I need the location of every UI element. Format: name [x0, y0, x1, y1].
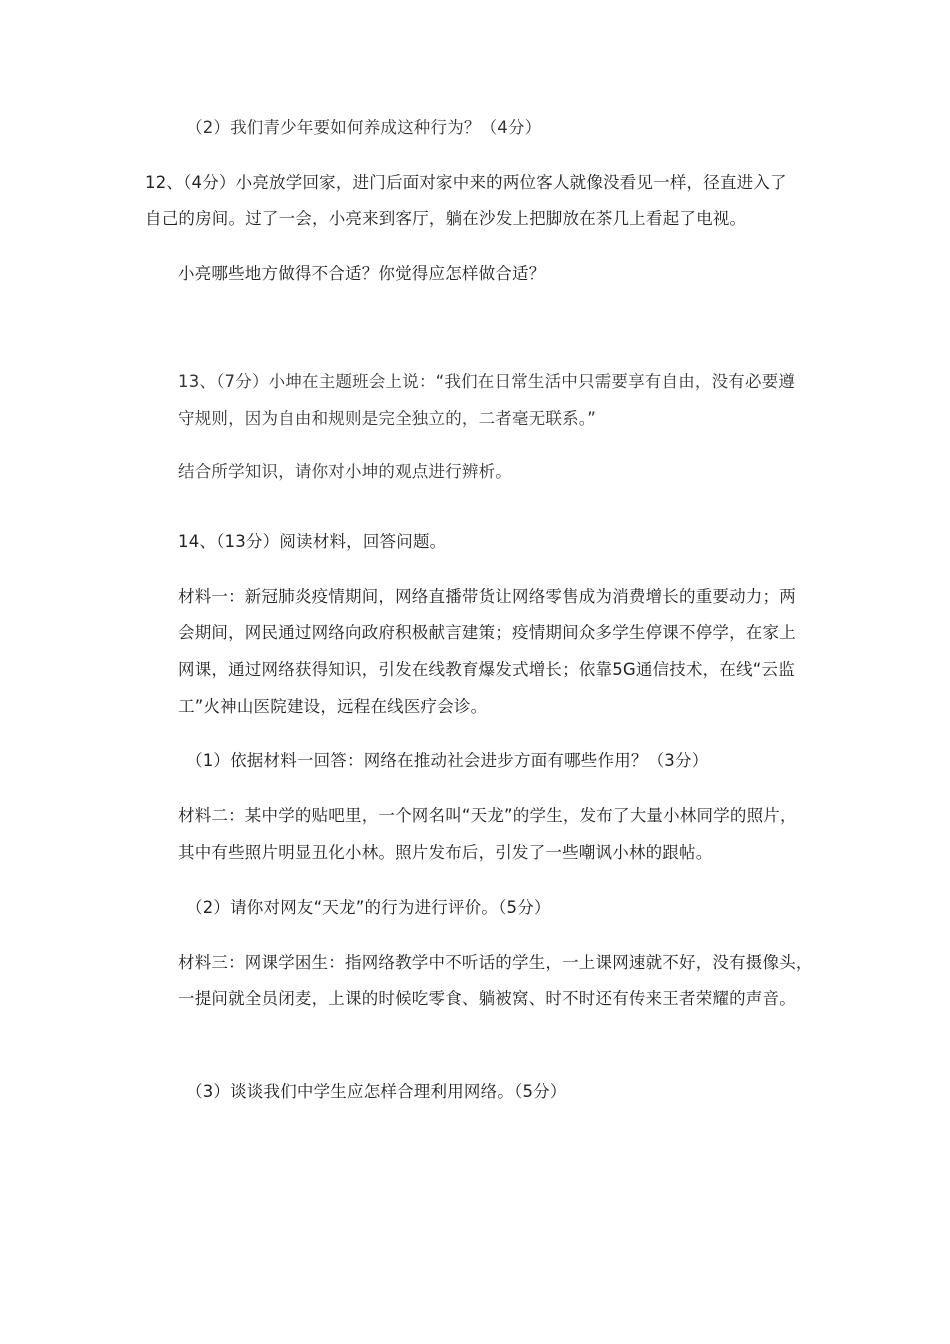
q12-question: 小亮哪些地方做得不合适？你觉得应怎样做合适？	[178, 264, 546, 283]
q14-header: 14、（13分）阅读材料，回答问题。	[178, 532, 447, 551]
q12-line1: 12、（4分）小亮放学回家，进门后面对家中来的两位客人就像没看见一样，径直进入了	[145, 173, 787, 192]
q14-sub2: （2）请你对网友“天龙”的行为进行评价。（5分）	[186, 898, 551, 917]
q14-material1-line2: 会期间，网民通过网络向政府积极献言建策；疫情期间众多学生停课不停学，在家上	[178, 623, 796, 642]
q13-line2: 守规则，因为自由和规则是完全独立的，二者毫无联系。”	[178, 409, 596, 428]
q13-line1: 13、（7分）小坤在主题班会上说：“我们在日常生活中只需要享有自由，没有必要遵	[178, 372, 796, 391]
q14-material3-line1: 材料三：网课学困生：指网络教学中不听话的学生，一上课网速就不好，没有摄像头，	[178, 953, 813, 972]
q14-material2-line2: 其中有些照片明显丑化小林。照片发布后，引发了一些嘲讽小林的跟帖。	[178, 843, 713, 862]
q14-sub3: （3）谈谈我们中学生应怎样合理利用网络。（5分）	[186, 1082, 567, 1101]
q14-material1-line1: 材料一：新冠肺炎疫情期间，网络直播带货让网络零售成为消费增长的重要动力；两	[178, 587, 796, 606]
q14-material2-line1: 材料二：某中学的贴吧里，一个网名叫“天龙”的学生，发布了大量小林同学的照片，	[178, 806, 797, 825]
q13-question: 结合所学知识，请你对小坤的观点进行辨析。	[178, 462, 512, 481]
q14-material3-line2: 一提问就全员闭麦，上课的时候吃零食、躺被窝、时不时还有传来王者荣耀的声音。	[178, 989, 796, 1008]
q14-sub1: （1）依据材料一回答：网络在推动社会进步方面有哪些作用？（3分）	[186, 751, 709, 770]
q11-sub2: （2）我们青少年要如何养成这种行为？（4分）	[186, 118, 542, 137]
q12-line2: 自己的房间。过了一会，小亮来到客厅，躺在沙发上把脚放在茶几上看起了电视。	[145, 209, 747, 228]
q14-material1-line4: 工”火神山医院建设，远程在线医疗会诊。	[178, 697, 488, 716]
q14-material1-line3: 网课，通过网络获得知识，引发在线教育爆发式增长；依靠5G通信技术，在线“云监	[178, 660, 795, 679]
